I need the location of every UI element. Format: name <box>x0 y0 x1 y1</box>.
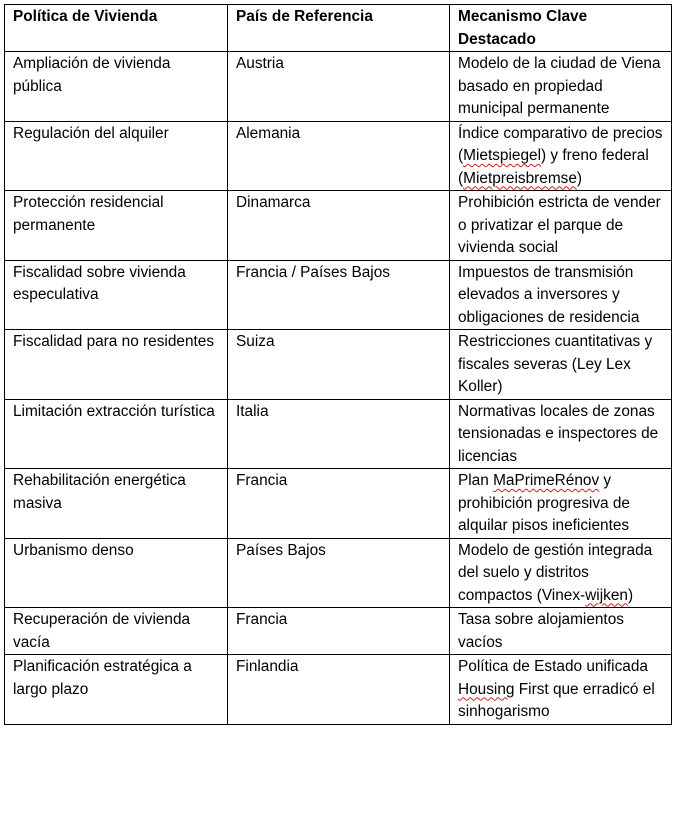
mechanism-cell: Impuestos de transmisión elevados a inversores y obligaciones de residencia <box>450 260 672 330</box>
mechanism-cell: Restricciones cuantitativas y fiscales severas (Ley Lex Koller) <box>450 330 672 400</box>
country-cell: Francia / Países Bajos <box>228 260 450 330</box>
policy-cell: Rehabilitación energética masiva <box>5 469 228 539</box>
spellcheck-flagged-word: Mietspiegel <box>463 147 541 164</box>
policy-cell: Planificación estratégica a largo plazo <box>5 655 228 725</box>
country-cell: Finlandia <box>228 655 450 725</box>
country-cell: Países Bajos <box>228 538 450 608</box>
policy-cell: Protección residencial permanente <box>5 191 228 261</box>
policy-cell: Fiscalidad para no residentes <box>5 330 228 400</box>
mechanism-cell: Política de Estado unificada Housing First que erradicó el sinhogarismo <box>450 655 672 725</box>
table-row <box>5 260 672 330</box>
spellcheck-flagged-word: Mietpreisbremse <box>463 169 577 187</box>
policy-cell: Recuperación de vivienda vacía <box>5 608 228 655</box>
spellcheck-flagged-word: Housing <box>458 680 515 698</box>
country-cell: Suiza <box>228 330 450 400</box>
mechanism-cell: Modelo de gestión integrada del suelo y distritos compactos (Vinex-wijken) <box>450 538 672 608</box>
mechanism-cell: Modelo de la ciudad de Viena basado en propiedad municipal permanente <box>450 52 672 122</box>
header-policy: Política de Vivienda <box>5 5 228 52</box>
country-cell: Alemania <box>228 121 450 191</box>
table-row <box>5 655 672 725</box>
table-row <box>5 191 672 261</box>
policy-cell: Limitación extracción turística <box>5 399 228 469</box>
table-row <box>5 538 672 608</box>
table-row <box>5 399 672 469</box>
table-row <box>5 469 672 539</box>
spellcheck-flagged-word: wijken <box>585 586 628 604</box>
table-body <box>5 52 672 725</box>
table-row <box>5 608 672 655</box>
policy-cell: Ampliación de vivienda pública <box>5 52 228 122</box>
mechanism-cell: Índice comparativo de precios (Mietspiegel) y freno federal (Mietpreisbremse) <box>450 121 672 191</box>
mechanism-cell: Prohibición estricta de vender o privatizar el parque de vivienda social <box>450 191 672 261</box>
country-cell: Francia <box>228 608 450 655</box>
policy-cell: Fiscalidad sobre vivienda especulativa <box>5 260 228 330</box>
mechanism-cell: Normativas locales de zonas tensionadas e inspectores de licencias <box>450 399 672 469</box>
header-country: País de Referencia <box>228 5 450 52</box>
table-row <box>5 52 672 122</box>
country-cell: Austria <box>228 52 450 122</box>
country-cell: Italia <box>228 399 450 469</box>
table-row <box>5 330 672 400</box>
country-cell: Francia <box>228 469 450 539</box>
policy-cell: Urbanismo denso <box>5 538 228 608</box>
mechanism-cell: Plan MaPrimeRénov y prohibición progresiva de alquilar pisos ineficientes <box>450 469 672 539</box>
country-cell: Dinamarca <box>228 191 450 261</box>
mechanism-cell: Tasa sobre alojamientos vacíos <box>450 608 672 655</box>
spellcheck-flagged-word: MaPrimeRénov <box>493 472 600 489</box>
table-row <box>5 121 672 191</box>
housing-policy-table <box>4 4 672 725</box>
header-mechanism: Mecanismo Clave Destacado <box>450 5 672 52</box>
policy-cell: Regulación del alquiler <box>5 121 228 191</box>
table-header-row <box>5 5 672 52</box>
